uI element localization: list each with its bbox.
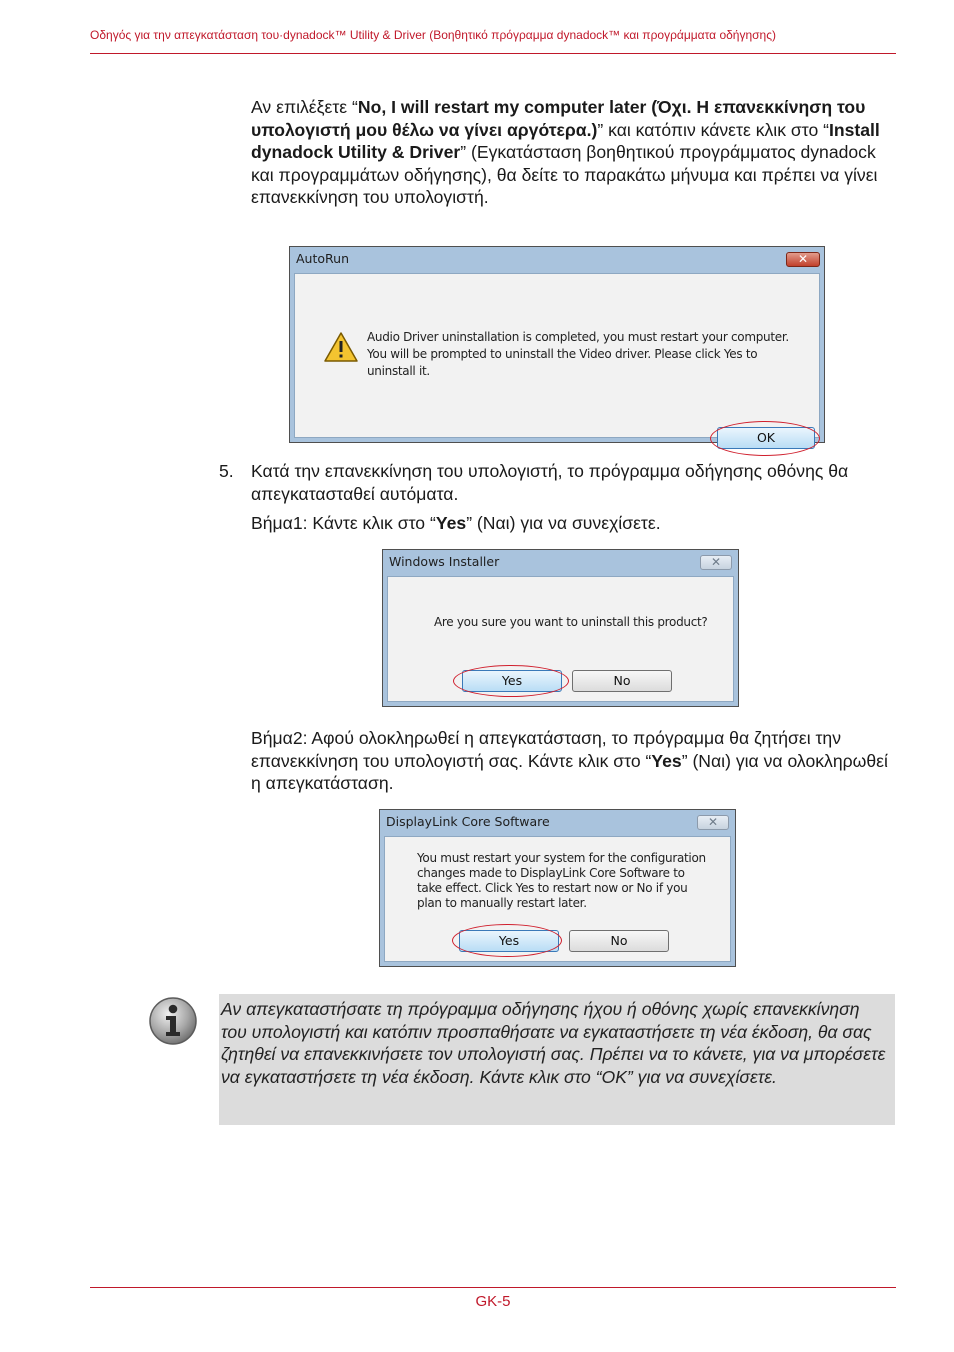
yes-button[interactable]: Yes	[462, 670, 562, 692]
page-number: GK-5	[475, 1293, 511, 1310]
no-button[interactable]: No	[572, 670, 672, 692]
option-no-restart: No, I will restart my computer later (Όχι. Η επανεκκίνηση του υπολογιστή μου θέλω να γίνει αργότερα.)	[251, 97, 866, 140]
step-number: 5.	[219, 461, 234, 481]
dialog-message: Audio Driver uninstallation is completed, you must restart your computer. You will be prompted to uninstall the Video driver. Please click Yes to uninstall it.	[367, 330, 789, 378]
highlight-ring	[452, 924, 562, 957]
dialog-body	[384, 836, 731, 962]
dialog-title: DisplayLink Core Software	[386, 814, 550, 829]
dialog-body	[294, 273, 820, 445]
step2-instruction: Βήμα2: Αφού ολοκληρωθεί η απεγκατάσταση, το πρόγραμμα θα ζητήσει την επανεκκίνηση του υπολογιστή σας. Κάντε κλικ στο “Yes” (Ναι) για να ολοκληρωθεί η απεγκατάσταση.	[251, 728, 888, 793]
step5-text: Κατά την επανεκκίνηση του υπολογιστή, το πρόγραμμα οδήγησης οθόνης θα απεγκατασταθεί αυτόματα.	[251, 461, 849, 504]
dialog-body	[387, 576, 734, 702]
dialog-message: You must restart your system for the configuration changes made to DisplayLink Core Software to take effect. Click Yes to restart now or No if you plan to manually restart later.	[417, 851, 706, 910]
highlight-ring	[710, 421, 820, 456]
info-icon	[148, 996, 198, 1046]
header-divider	[90, 53, 896, 54]
dialog-title: Windows Installer	[389, 554, 500, 569]
note-box	[219, 994, 895, 1125]
no-button[interactable]: No	[569, 930, 669, 952]
autorun-dialog	[289, 246, 825, 443]
running-header: Οδηγός για την απεγκατάσταση του·dynadock™ Utility & Driver (Βοηθητικό πρόγραμμα dynadock™ και προγράμματα οδήγησης)	[90, 28, 777, 42]
highlight-ring	[453, 665, 569, 697]
close-button[interactable]: ✕	[786, 252, 820, 267]
step1-instruction: Βήμα1: Κάντε κλικ στο “Yes” (Ναι) για να συνεχίσετε.	[251, 513, 661, 533]
dialog-message: Are you sure you want to uninstall this product?	[434, 615, 708, 629]
option-install-label: Install dynadock Utility & Driver	[251, 119, 880, 162]
dialog-title: AutoRun	[296, 251, 349, 266]
windows-installer-dialog	[382, 549, 739, 707]
note-text: Αν απεγκαταστήσατε τη πρόγραμμα οδήγησης ήχου ή οθόνης χωρίς επανεκκίνηση του υπολογιστή και κατόπιν προσπαθήσατε να εγκαταστήσετε τη νέα έκδοση, θα σας ζητηθεί να επανεκκινήσετε τον υπολογιστή σας. Πρέπει να το κάνετε, για να μπορέσετε να εγκαταστήσετε τη νέα έκδοση. Κάντε κλικ στο “OK” για να συνεχίσετε.	[221, 999, 886, 1087]
ok-button[interactable]: OK	[717, 427, 815, 449]
intro-paragraph: Αν επιλέξετε “No, I will restart my computer later (Όχι. Η επανεκκίνηση του υπολογιστή μου θέλω να γίνει αργότερα.)” και κατόπιν κάνετε κλικ στο “Install dynadock Utility & Driver” (Εγκατάσταση βοηθητικού προγράμματος dynadock και προγραμμάτων οδήγησης), θα δείτε το παρακάτω μήνυμα και πρέπει να γίνει επανεκκίνηση του υπολογιστή.	[251, 97, 880, 207]
footer-divider	[90, 1287, 896, 1288]
displaylink-dialog	[379, 809, 736, 967]
warning-triangle-icon	[323, 331, 359, 363]
close-button[interactable]: ✕	[697, 815, 729, 830]
yes-button[interactable]: Yes	[459, 930, 559, 952]
close-button[interactable]: ✕	[700, 555, 732, 570]
